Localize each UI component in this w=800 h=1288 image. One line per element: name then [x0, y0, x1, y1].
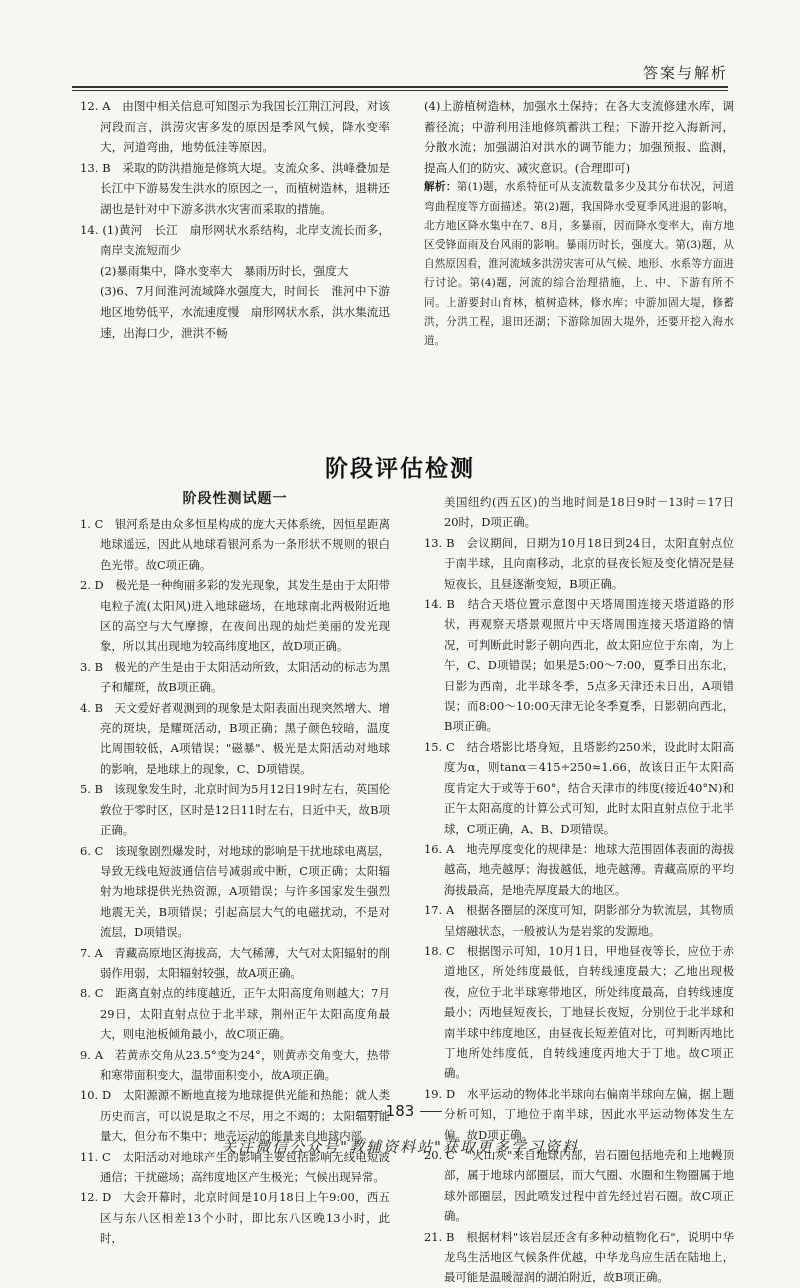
page-number — [0, 1102, 800, 1120]
answer-item: 6. C 该现象剧烈爆发时，对地球的影响是干扰地球电离层，导致无线电短波通信信号减弱或中断，C项正确；太阳辐射为地球提供光热资源，A项错误；与许多国家发生强烈地震无关，B项错误；引起高层大气的电磁扰动，不是对流层，D项错误。 — [80, 843, 390, 940]
header-title: 答案与解析 — [642, 64, 728, 82]
answer-item: 13. B 会议期间，日期为10月18日到24日，太阳直射点位于南半球，且向南移动，北京的昼夜长短及变化情况是昼短夜长，且昼逐渐变短，B项正确。 — [424, 535, 734, 591]
answer-item-continued: 美国纽约(西五区)的当地时间是18日9时－13时＝17日20时，D项正确。 — [444, 495, 734, 530]
answer-item: 12. D 大会开幕时，北京时间是10月18日上午9:00，西五区与东八区相差13个小时，即比东八区晚13小时，此时， — [80, 1190, 390, 1246]
top-right-column — [424, 96, 734, 351]
answer-paragraph: 12. A 由图中相关信息可知图示为我国长江荆江河段，对该河段而言，洪涝灾害多发的原因是季风气候，降水变率大，河道弯曲，地势低洼等原因。 — [80, 99, 390, 155]
answer-item: 1. C 银河系是由众多恒星构成的庞大天体系统，因恒星距离地球遥远，因此从地球看银河系为一条形状不规则的银白色光带。故C项正确。 — [80, 517, 390, 572]
page-number-dash — [420, 1111, 442, 1112]
answer-item: 18. C 根据图示可知，10月1日，甲地昼夜等长，应位于赤道地区，所处纬度最低，自转线速度最大；乙地出现极夜，应位于北半球寒带地区，所处纬度最高，自转线速度最小；丙地昼短夜长，丁地昼长夜短，分别位于北半球和南半球中纬度地区，由昼夜长短差值对比，可判断丙地比丁地所处纬度低，自转线速度丙地大于丁地。故C项正确。 — [424, 943, 734, 1081]
answer-item: 21. B 根据材料"该岩层还含有多种动植物化石"，说明中华龙鸟生活地区气候条件优越，中华龙鸟应生活在陆地上，最可能是温暖湿润的湖泊附近，故B项正确。 — [424, 1229, 734, 1285]
answer-item: 17. A 根据各圈层的深度可知，阴影部分为软流层，其物质呈熔融状态，一般被认为是岩浆的发源地。 — [424, 903, 734, 938]
top-left-column — [80, 96, 390, 343]
answer-item: 20. C "火山灰"来自地球内部，岩石圈包括地壳和上地幔顶部，属于地球内部圈层，而大气圈、水圈和生物圈属于地球外部圈层，因此喷发过程中首先经过岩石圈。故C项正确。 — [424, 1148, 734, 1224]
answer-paragraph: 14. (1)黄河 长江 扇形网状水系结构，北岸支流长而多，南岸支流短而少 — [80, 222, 390, 258]
page-number-value: 183 — [385, 1102, 415, 1120]
header-rule — [72, 86, 728, 88]
header-rule-thin — [72, 90, 728, 91]
answer-item: 15. C 结合塔影比塔身短，且塔影约250米，设此时太阳高度为α，则tanα＝415÷250≈1.66，故该日正午太阳高度肯定大于或等于60°，结合天津市的纬度(接近40°N)和正午太阳高度的计算公式可知，此时太阳直射点位于北半球，C项正确，A、B、D项错误。 — [424, 739, 734, 836]
test-title: 阶段性测试题一 — [182, 491, 288, 507]
answer-item: 11. C 太阳活动对地球产生的影响主要包括影响无线电短波通信；干扰磁场；高纬度地区产生极光；气候出现异常。 — [80, 1149, 390, 1184]
answer-paragraph: (3)6、7月间淮河流域降水强度大，时间长 淮河中下游地区地势低平，水流速度慢 扇形网状水系，洪水集流迅速，出海口少，泄洪不畅 — [100, 284, 390, 340]
answer-paragraph: 13. B 采取的防洪措施是修筑大堤。支流众多、洪峰叠加是长江中下游易发生洪水的原因之一，而植树造林，退耕还湖也是针对中下游多洪水灾害而采取的措施。 — [80, 160, 390, 216]
bottom-right-column — [424, 492, 734, 1288]
explanation-paragraph — [424, 178, 734, 351]
answer-item: 4. B 天文爱好者观测到的现象是太阳表面出现突然增大、增亮的斑块，是耀斑活动，B项正确；黑子颜色较暗，温度比周围较低，A项错误；"磁暴"、极光是太阳活动对地球的影响，是地球上的现象，C、D项错误。 — [80, 700, 390, 776]
section-title: 阶段评估检测 — [325, 456, 475, 482]
answer-item: 10. D 太阳源源不断地直接为地球提供光能和热能；就人类历史而言，可以说是取之不尽，用之不竭的；太阳辐射能量大，但分布不集中；地壳运动的能量来自地球内部。 — [80, 1088, 390, 1144]
answer-item: 5. B 该现象发生时，北京时间为5月12日19时左右，英国伦敦位于零时区，区时是12日11时左右，日近中天，故B项正确。 — [80, 782, 390, 838]
answer-paragraph: (2)暴雨集中，降水变率大 暴雨历时长，强度大 — [100, 263, 349, 278]
page-number-dash — [358, 1111, 380, 1112]
answer-item: 2. D 极光是一种绚丽多彩的发光现象，其发生是由于太阳带电粒子流(太阳风)进入地球磁场，在地球南北两极附近地区的高空与大气摩擦，在夜间出现的灿烂美丽的发光现象，所以其出现地为较高纬度地区，故D项正确。 — [80, 578, 390, 654]
answer-item: 3. B 极光的产生是由于太阳活动所致，太阳活动的标志为黑子和耀斑，故B项正确。 — [80, 659, 390, 695]
answer-item: 7. A 青藏高原地区海拔高，大气稀薄，大气对太阳辐射的削弱作用弱，太阳辐射较强，故A项正确。 — [80, 945, 390, 980]
answer-item: 16. A 地壳厚度变化的规律是：地球大范围固体表面的海拔越高，地壳越厚；海拔越低，地壳越薄。青藏高原的平均海拔最高，是地壳厚度最大的地区。 — [424, 841, 734, 897]
answer-item: 8. C 距离直射点的纬度越近，正午太阳高度角则越大；7月29日，太阳直射点位于北半球，荆州正午太阳高度角最大，则电池板倾角最小，故C项正确。 — [80, 986, 390, 1042]
answer-item: 19. D 水平运动的物体北半球向右偏南半球向左偏，据上题分析可知，丁地位于南半球，因此水平运动物体发生左偏。故D项正确。 — [424, 1086, 734, 1142]
answer-item: 9. A 若黄赤交角从23.5°变为24°，则黄赤交角变大，热带和寒带面积变大，温带面积变小，故A项正确。 — [80, 1047, 390, 1082]
explanation-text: 第(1)题，水系特征可从支流数量多少及其分布状况，河道弯曲程度等方面描述。第(2)题，我国降水受夏季风进退的影响，北方地区降水集中在7、8月，多暴雨，因而降水变率大，南方地区受锋面雨及台风雨的影响。暴雨历时长，强度大。第(3)题，从自然原因看，淮河流域多洪涝灾害可从气候、地形、水系等方面进行讨论。第(4)题，河流的综合治理措施，上、中、下游有所不同。上游要封山育林，植树造林，修水库；中游加固大堤，修蓄洪，分洪工程，退田还湖；下游除加固大堤外，还要开挖入海水道。 — [424, 181, 734, 347]
answer-paragraph: (4)上游植树造林，加强水土保持；在各大支流修建水库，调蓄径流；中游利用洼地修筑蓄洪工程；下游开挖入海新河，分散水流；加强湖泊对洪水的调节能力；加强预报、监测，提高人们的防灾、减灾意识。(合理即可) — [424, 99, 734, 175]
answer-item: 14. B 结合天塔位置示意图中天塔周围连接天塔道路的形状，再观察天塔景观照片中天塔周围连接天塔道路的情况，可判断此时影子朝向西北，故太阳应位于东南，为上午，C、D项错误；如果是5:00～7:00，夏季日出东北，日影为西南，北半球冬季，5点多天津还未日出，A项错误；而8:00～10:00天津无论冬季夏季，日影朝向西北，B项正确。 — [424, 597, 734, 734]
explanation-label: 解析： — [424, 181, 457, 194]
footer-note: 关注微信公众号"教辅资料站"获取更多学习资料 — [221, 1138, 579, 1156]
